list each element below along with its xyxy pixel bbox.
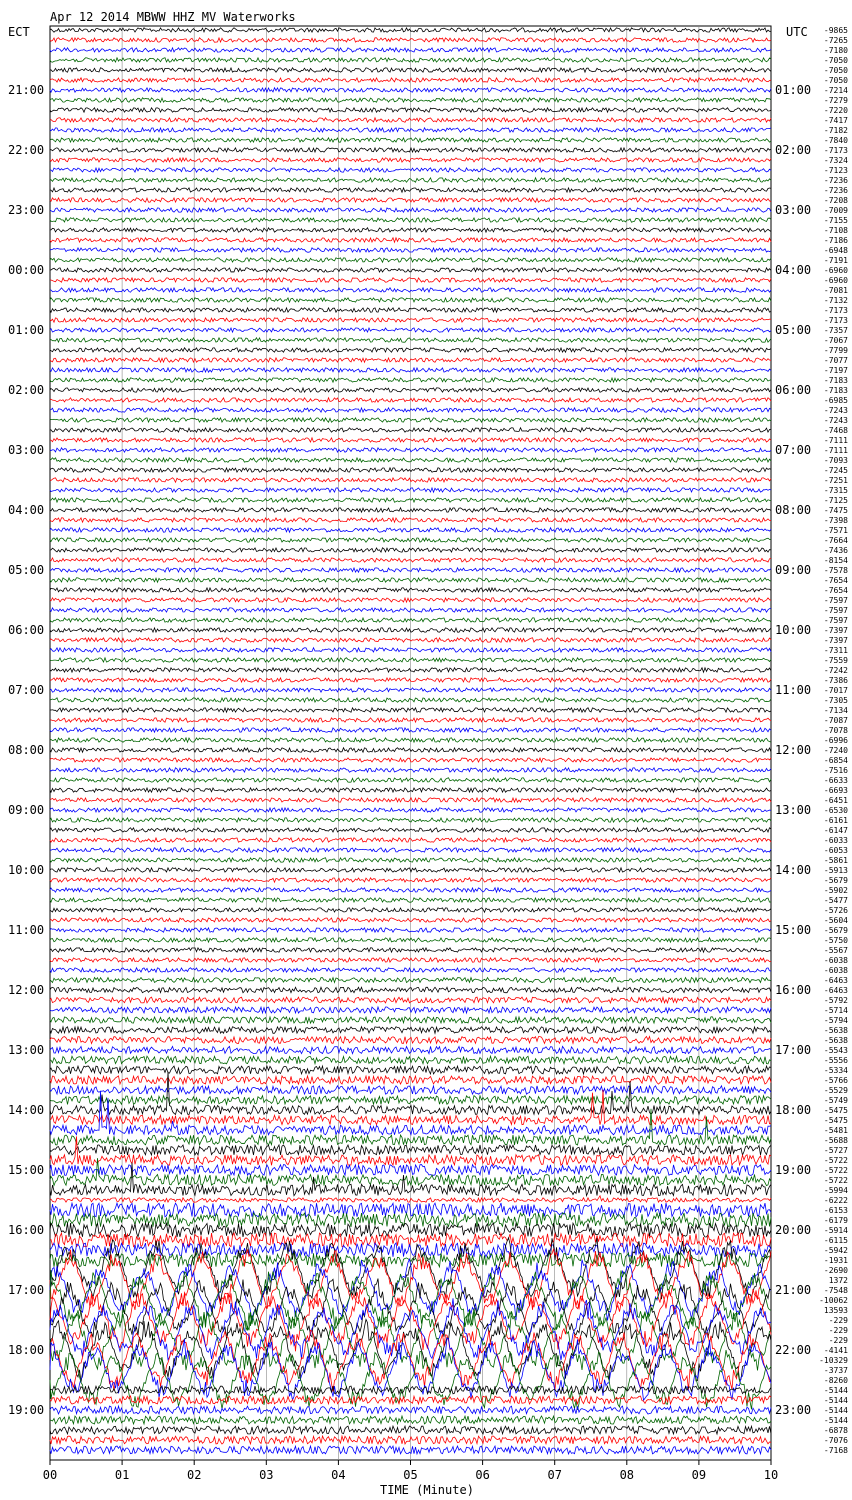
left-timezone-label: ECT bbox=[8, 25, 30, 39]
offset-label: -7597 bbox=[823, 606, 848, 615]
offset-label: -5556 bbox=[823, 1056, 848, 1065]
offset-label: -7397 bbox=[823, 626, 848, 635]
left-hour-label: 01:00 bbox=[8, 323, 45, 337]
left-hour-label: 16:00 bbox=[8, 1223, 45, 1237]
offset-label: -7236 bbox=[823, 186, 848, 195]
offset-label: -5543 bbox=[823, 1046, 848, 1055]
x-tick-label: 07 bbox=[547, 1468, 562, 1482]
offset-label: -8260 bbox=[823, 1376, 848, 1385]
offset-label: -5144 bbox=[823, 1396, 848, 1405]
offset-label: -7397 bbox=[823, 636, 848, 645]
left-hour-label: 17:00 bbox=[8, 1283, 45, 1297]
offset-label: -7597 bbox=[823, 596, 848, 605]
x-tick-label: 08 bbox=[619, 1468, 635, 1482]
offset-label: -5481 bbox=[823, 1126, 848, 1135]
offset-label: -6115 bbox=[823, 1236, 848, 1245]
left-hour-label: 02:00 bbox=[8, 383, 45, 397]
left-hour-label: 06:00 bbox=[8, 623, 45, 637]
offset-label: -7799 bbox=[823, 346, 848, 355]
offset-label: -7357 bbox=[823, 326, 848, 335]
offset-label: -7265 bbox=[823, 36, 848, 45]
right-hour-label: 11:00 bbox=[775, 683, 812, 697]
left-hour-label: 10:00 bbox=[8, 863, 45, 877]
offset-label: -6033 bbox=[823, 836, 848, 845]
offset-label: 13593 bbox=[823, 1306, 848, 1315]
offset-label: -7168 bbox=[823, 1446, 848, 1455]
right-hour-label: 05:00 bbox=[775, 323, 812, 337]
left-hour-label: 23:00 bbox=[8, 203, 45, 217]
left-hour-label: 21:00 bbox=[8, 83, 45, 97]
left-hour-label: 00:00 bbox=[8, 263, 45, 277]
offset-label: -7243 bbox=[823, 416, 848, 425]
offset-label: -7173 bbox=[823, 146, 848, 155]
right-hour-label: 01:00 bbox=[775, 83, 812, 97]
offset-label: -7279 bbox=[823, 96, 848, 105]
left-hour-label: 19:00 bbox=[8, 1403, 45, 1417]
offset-label: -5914 bbox=[823, 1226, 848, 1235]
offset-label: -7214 bbox=[823, 86, 848, 95]
offset-label: -6463 bbox=[823, 976, 848, 985]
offset-label: -7654 bbox=[823, 576, 848, 585]
offset-label: -6222 bbox=[823, 1196, 848, 1205]
offset-label: -6147 bbox=[823, 826, 848, 835]
offset-label: -6161 bbox=[823, 816, 848, 825]
offset-label: -5994 bbox=[823, 1186, 848, 1195]
offset-label: -6053 bbox=[823, 846, 848, 855]
trace-offset-labels bbox=[819, 26, 848, 1455]
offset-label: -7125 bbox=[823, 496, 848, 505]
offset-label: -5726 bbox=[823, 906, 848, 915]
offset-label: -6038 bbox=[823, 966, 848, 975]
offset-label: -6633 bbox=[823, 776, 848, 785]
x-tick-label: 10 bbox=[763, 1468, 779, 1482]
offset-label: -5529 bbox=[823, 1086, 848, 1095]
left-hour-labels bbox=[8, 83, 44, 1417]
right-hour-label: 16:00 bbox=[775, 983, 812, 997]
offset-label: -7197 bbox=[823, 366, 848, 375]
right-hour-label: 23:00 bbox=[775, 1403, 812, 1417]
offset-label: -7311 bbox=[823, 646, 848, 655]
offset-label: -7315 bbox=[823, 486, 848, 495]
right-timezone-label: UTC bbox=[786, 25, 808, 39]
right-hour-label: 12:00 bbox=[775, 743, 812, 757]
offset-label: -7180 bbox=[823, 46, 848, 55]
offset-label: -7571 bbox=[823, 526, 848, 535]
offset-label: -6996 bbox=[823, 736, 848, 745]
offset-label: -7240 bbox=[823, 746, 848, 755]
offset-label: -229 bbox=[828, 1336, 848, 1345]
offset-label: -5475 bbox=[823, 1106, 848, 1115]
offset-label: -3737 bbox=[823, 1366, 848, 1375]
offset-label: -10062 bbox=[819, 1296, 848, 1305]
offset-label: -6948 bbox=[823, 246, 848, 255]
offset-label: -7398 bbox=[823, 516, 848, 525]
offset-label: -6693 bbox=[823, 786, 848, 795]
offset-label: -7305 bbox=[823, 696, 848, 705]
offset-label: -7559 bbox=[823, 656, 848, 665]
left-hour-label: 12:00 bbox=[8, 983, 45, 997]
offset-label: -7220 bbox=[823, 106, 848, 115]
offset-label: -7236 bbox=[823, 176, 848, 185]
offset-label: -5902 bbox=[823, 886, 848, 895]
offset-label: -5688 bbox=[823, 1136, 848, 1145]
offset-label: -6153 bbox=[823, 1206, 848, 1215]
right-hour-label: 03:00 bbox=[775, 203, 812, 217]
offset-label: -5567 bbox=[823, 946, 848, 955]
offset-label: -5679 bbox=[823, 926, 848, 935]
right-hour-label: 21:00 bbox=[775, 1283, 812, 1297]
right-hour-label: 17:00 bbox=[775, 1043, 812, 1057]
right-hour-label: 09:00 bbox=[775, 563, 812, 577]
x-tick-label: 04 bbox=[331, 1468, 346, 1482]
offset-label: -7183 bbox=[823, 386, 848, 395]
offset-label: -5750 bbox=[823, 936, 848, 945]
offset-label: -7475 bbox=[823, 506, 848, 515]
offset-label: -7840 bbox=[823, 136, 848, 145]
right-hour-label: 08:00 bbox=[775, 503, 812, 517]
offset-label: -7111 bbox=[823, 436, 848, 445]
offset-label: -7009 bbox=[823, 206, 848, 215]
offset-label: -7251 bbox=[823, 476, 848, 485]
offset-label: -7132 bbox=[823, 296, 848, 305]
chart-title: Apr 12 2014 MBWW HHZ MV Waterworks bbox=[50, 10, 296, 24]
offset-label: -6960 bbox=[823, 266, 848, 275]
offset-label: -7191 bbox=[823, 256, 848, 265]
offset-label: -5638 bbox=[823, 1026, 848, 1035]
offset-label: -7017 bbox=[823, 686, 848, 695]
offset-label: -5144 bbox=[823, 1406, 848, 1415]
left-hour-label: 08:00 bbox=[8, 743, 45, 757]
offset-label: -6038 bbox=[823, 956, 848, 965]
offset-label: -5475 bbox=[823, 1116, 848, 1125]
x-tick-label: 01 bbox=[114, 1468, 130, 1482]
offset-label: -5749 bbox=[823, 1096, 848, 1105]
offset-label: -6463 bbox=[823, 986, 848, 995]
offset-label: -6960 bbox=[823, 276, 848, 285]
offset-label: -5604 bbox=[823, 916, 848, 925]
offset-label: -7183 bbox=[823, 376, 848, 385]
x-tick-label: 09 bbox=[691, 1468, 707, 1482]
offset-label: -5861 bbox=[823, 856, 848, 865]
offset-label: -229 bbox=[828, 1316, 848, 1325]
offset-label: -7050 bbox=[823, 56, 848, 65]
x-axis-label: TIME (Minute) bbox=[380, 1483, 474, 1497]
offset-label: -7173 bbox=[823, 316, 848, 325]
left-hour-label: 15:00 bbox=[8, 1163, 45, 1177]
offset-label: -6854 bbox=[823, 756, 848, 765]
offset-label: -7108 bbox=[823, 226, 848, 235]
offset-label: -7093 bbox=[823, 456, 848, 465]
offset-label: -7186 bbox=[823, 236, 848, 245]
offset-label: -7386 bbox=[823, 676, 848, 685]
x-tick-label: 00 bbox=[42, 1468, 58, 1482]
offset-label: -229 bbox=[828, 1326, 848, 1335]
offset-label: -6530 bbox=[823, 806, 848, 815]
right-hour-label: 04:00 bbox=[775, 263, 812, 277]
offset-label: -5722 bbox=[823, 1166, 848, 1175]
offset-label: -6878 bbox=[823, 1426, 848, 1435]
right-hour-label: 13:00 bbox=[775, 803, 812, 817]
offset-label: -5942 bbox=[823, 1246, 848, 1255]
offset-label: -7155 bbox=[823, 216, 848, 225]
x-axis-ticks bbox=[43, 1460, 778, 1482]
offset-label: -7123 bbox=[823, 166, 848, 175]
offset-label: -7654 bbox=[823, 586, 848, 595]
left-hour-label: 05:00 bbox=[8, 563, 45, 577]
offset-label: -2690 bbox=[823, 1266, 848, 1275]
left-hour-label: 07:00 bbox=[8, 683, 45, 697]
left-hour-label: 13:00 bbox=[8, 1043, 45, 1057]
left-hour-label: 14:00 bbox=[8, 1103, 45, 1117]
offset-label: -5913 bbox=[823, 866, 848, 875]
offset-label: -7548 bbox=[823, 1286, 848, 1295]
offset-label: -7050 bbox=[823, 76, 848, 85]
offset-label: -7516 bbox=[823, 766, 848, 775]
offset-label: -7664 bbox=[823, 536, 848, 545]
right-hour-label: 22:00 bbox=[775, 1343, 812, 1357]
left-hour-label: 18:00 bbox=[8, 1343, 45, 1357]
offset-label: -5477 bbox=[823, 896, 848, 905]
offset-label: -7078 bbox=[823, 726, 848, 735]
offset-label: -7578 bbox=[823, 566, 848, 575]
offset-label: -7173 bbox=[823, 306, 848, 315]
offset-label: -7245 bbox=[823, 466, 848, 475]
right-hour-label: 15:00 bbox=[775, 923, 812, 937]
offset-label: -7243 bbox=[823, 406, 848, 415]
right-hour-label: 20:00 bbox=[775, 1223, 812, 1237]
offset-label: -7597 bbox=[823, 616, 848, 625]
right-hour-label: 10:00 bbox=[775, 623, 812, 637]
offset-label: -5794 bbox=[823, 1016, 848, 1025]
offset-label: -5638 bbox=[823, 1036, 848, 1045]
left-hour-label: 03:00 bbox=[8, 443, 45, 457]
offset-label: -7468 bbox=[823, 426, 848, 435]
offset-label: -5727 bbox=[823, 1146, 848, 1155]
offset-label: -5722 bbox=[823, 1156, 848, 1165]
right-hour-label: 19:00 bbox=[775, 1163, 812, 1177]
right-hour-label: 07:00 bbox=[775, 443, 812, 457]
offset-label: -7087 bbox=[823, 716, 848, 725]
left-hour-label: 04:00 bbox=[8, 503, 45, 517]
offset-label: -7067 bbox=[823, 336, 848, 345]
offset-label: -5144 bbox=[823, 1386, 848, 1395]
offset-label: -7324 bbox=[823, 156, 848, 165]
offset-label: -7111 bbox=[823, 446, 848, 455]
offset-label: -7076 bbox=[823, 1436, 848, 1445]
right-hour-label: 14:00 bbox=[775, 863, 812, 877]
offset-label: -6179 bbox=[823, 1216, 848, 1225]
offset-label: -5334 bbox=[823, 1066, 848, 1075]
offset-label: -7417 bbox=[823, 116, 848, 125]
offset-label: -6451 bbox=[823, 796, 848, 805]
offset-label: -7208 bbox=[823, 196, 848, 205]
offset-label: -7242 bbox=[823, 666, 848, 675]
x-tick-label: 06 bbox=[475, 1468, 490, 1482]
x-tick-label: 02 bbox=[186, 1468, 202, 1482]
right-hour-label: 18:00 bbox=[775, 1103, 812, 1117]
offset-label: -7134 bbox=[823, 706, 848, 715]
offset-label: -5679 bbox=[823, 876, 848, 885]
offset-label: -7436 bbox=[823, 546, 848, 555]
x-tick-label: 05 bbox=[403, 1468, 418, 1482]
offset-label: -7077 bbox=[823, 356, 848, 365]
offset-label: -5766 bbox=[823, 1076, 848, 1085]
offset-label: -9865 bbox=[823, 26, 848, 35]
offset-label: -1931 bbox=[823, 1256, 848, 1265]
right-hour-label: 02:00 bbox=[775, 143, 812, 157]
offset-label: -6985 bbox=[823, 396, 848, 405]
left-hour-label: 09:00 bbox=[8, 803, 45, 817]
offset-label: -5722 bbox=[823, 1176, 848, 1185]
offset-label: -10329 bbox=[819, 1356, 848, 1365]
right-hour-labels bbox=[775, 83, 811, 1417]
offset-label: -7081 bbox=[823, 286, 848, 295]
offset-label: -4141 bbox=[823, 1346, 848, 1355]
offset-label: 1372 bbox=[828, 1276, 848, 1285]
offset-label: -5714 bbox=[823, 1006, 848, 1015]
offset-label: -7182 bbox=[823, 126, 848, 135]
offset-label: -5144 bbox=[823, 1416, 848, 1425]
offset-label: -5792 bbox=[823, 996, 848, 1005]
offset-label: -8154 bbox=[823, 556, 848, 565]
right-hour-label: 06:00 bbox=[775, 383, 812, 397]
x-tick-label: 03 bbox=[259, 1468, 274, 1482]
offset-label: -7050 bbox=[823, 66, 848, 75]
left-hour-label: 11:00 bbox=[8, 923, 45, 937]
left-hour-label: 22:00 bbox=[8, 143, 45, 157]
